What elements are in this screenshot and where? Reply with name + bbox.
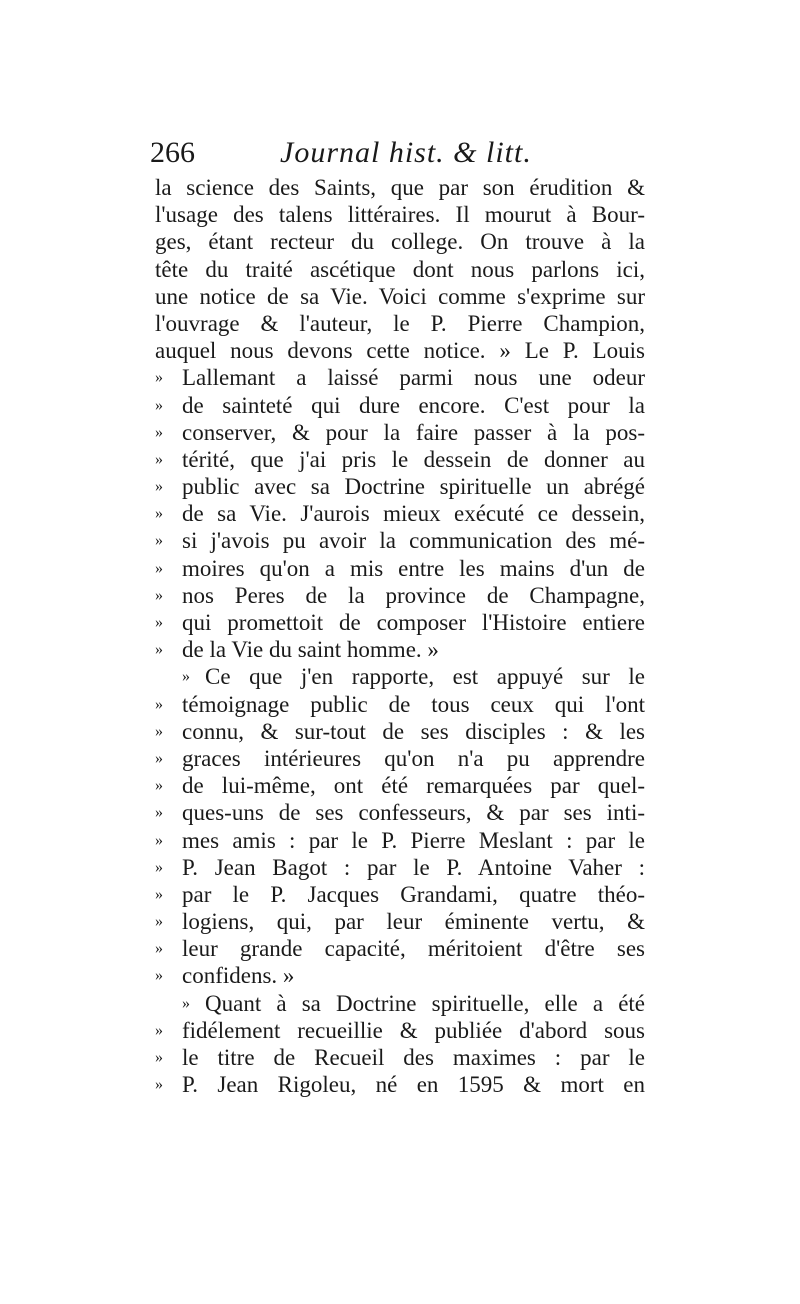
quote-mark: » bbox=[155, 858, 163, 876]
line-text: de lui-même, ont été remarquées par quel- bbox=[182, 773, 645, 799]
text-line bbox=[155, 283, 645, 310]
line-text: graces intérieures qu'on n'a pu apprendre bbox=[182, 745, 645, 771]
quote-mark: » bbox=[155, 695, 163, 713]
line-text: conserver, & pour la faire passer à la pos- bbox=[182, 419, 645, 445]
quote-mark: » bbox=[155, 967, 163, 985]
line-text: Lallemant a laissé parmi nous une odeur bbox=[182, 365, 645, 391]
line-text: mes amis : par le P. Pierre Meslant : par le bbox=[182, 827, 645, 853]
running-title: Journal hist. & litt. bbox=[280, 136, 532, 169]
quote-mark: » bbox=[155, 396, 163, 414]
text-line bbox=[155, 799, 645, 826]
text-line bbox=[155, 310, 645, 337]
text-line bbox=[155, 772, 645, 799]
text-line bbox=[155, 364, 645, 391]
quote-mark: » bbox=[155, 559, 163, 577]
line-text: ges, étant recteur du college. On trouve à la bbox=[155, 229, 645, 255]
quote-mark: » bbox=[155, 831, 163, 849]
quote-mark: » bbox=[155, 423, 163, 441]
text-line bbox=[155, 419, 645, 446]
line-text: public avec sa Doctrine spirituelle un abrégé bbox=[182, 474, 645, 500]
line-text: connu, & sur-tout de ses disciples : & les bbox=[182, 718, 645, 744]
line-text: leur grande capacité, méritoient d'être ses bbox=[182, 936, 645, 962]
line-text: de la Vie du saint homme. » bbox=[182, 637, 439, 663]
quote-mark: » bbox=[155, 450, 163, 468]
quote-mark: » bbox=[182, 994, 190, 1012]
line-text: témoignage public de tous ceux qui l'ont bbox=[182, 691, 645, 717]
quote-mark: » bbox=[155, 940, 163, 958]
line-text: une notice de sa Vie. Voici comme s'exprime sur bbox=[155, 283, 645, 309]
line-text: de sainteté qui dure encore. C'est pour la bbox=[182, 392, 645, 418]
quote-mark: » bbox=[155, 722, 163, 740]
line-text: de sa Vie. J'aurois mieux exécuté ce dessein, bbox=[182, 501, 645, 527]
text-line bbox=[155, 1044, 645, 1071]
text-line bbox=[155, 1071, 645, 1098]
text-line bbox=[155, 228, 645, 255]
running-header bbox=[150, 136, 630, 176]
text-line bbox=[155, 1017, 645, 1044]
text-line bbox=[155, 962, 645, 989]
quote-mark: » bbox=[155, 749, 163, 767]
quote-mark: » bbox=[155, 586, 163, 604]
text-line bbox=[155, 446, 645, 473]
quote-mark: » bbox=[155, 804, 163, 822]
quote-mark: » bbox=[155, 532, 163, 550]
quote-mark: » bbox=[155, 1076, 163, 1094]
line-text: tête du traité ascétique dont nous parlons ici, bbox=[155, 256, 645, 282]
line-text: térité, que j'ai pris le dessein de donner au bbox=[182, 446, 645, 472]
line-text: nos Peres de la province de Champagne, bbox=[182, 582, 645, 608]
line-text: moires qu'on a mis entre les mains d'un de bbox=[182, 555, 645, 581]
line-text: ques-uns de ses confesseurs, & par ses inti- bbox=[182, 800, 645, 826]
quote-mark: » bbox=[155, 1021, 163, 1039]
line-text: fidélement recueillie & publiée d'abord sous bbox=[182, 1017, 645, 1043]
text-line bbox=[155, 337, 645, 364]
line-text: logiens, qui, par leur éminente vertu, & bbox=[182, 909, 645, 935]
body-text bbox=[155, 174, 645, 1098]
line-text: P. Jean Bagot : par le P. Antoine Vaher : bbox=[182, 854, 645, 880]
text-line bbox=[155, 663, 645, 690]
line-text: si j'avois pu avoir la communication des mé- bbox=[182, 528, 645, 554]
line-text: l'ouvrage & l'auteur, le P. Pierre Champion, bbox=[155, 310, 645, 336]
text-line bbox=[155, 256, 645, 283]
line-text: le titre de Recueil des maximes : par le bbox=[182, 1045, 645, 1070]
text-line bbox=[155, 473, 645, 500]
text-line bbox=[155, 718, 645, 745]
text-line bbox=[155, 745, 645, 772]
text-line bbox=[155, 854, 645, 881]
quote-mark: » bbox=[155, 505, 163, 523]
text-line bbox=[155, 201, 645, 228]
text-line bbox=[155, 500, 645, 527]
line-text: auquel nous devons cette notice. » Le P. Louis bbox=[155, 338, 645, 364]
text-line bbox=[155, 881, 645, 908]
quote-mark: » bbox=[155, 641, 163, 659]
text-line bbox=[155, 174, 645, 201]
line-text: P. Jean Rigoleu, né en 1595 & mort en bbox=[182, 1072, 645, 1098]
line-text: l'usage des talens littéraires. Il mourut à Bour- bbox=[155, 202, 645, 228]
quote-mark: » bbox=[155, 478, 163, 496]
quote-mark: » bbox=[155, 913, 163, 931]
line-text: Quant à sa Doctrine spirituelle, elle a été bbox=[205, 990, 645, 1016]
text-line bbox=[155, 827, 645, 854]
quote-mark: » bbox=[155, 1049, 163, 1066]
text-line bbox=[155, 636, 645, 663]
page-number: 266 bbox=[150, 136, 195, 169]
text-line bbox=[155, 935, 645, 962]
quote-mark: » bbox=[155, 885, 163, 903]
line-text: la science des Saints, que par son érudition & bbox=[155, 175, 645, 200]
line-text: confidens. » bbox=[182, 963, 295, 989]
text-line bbox=[155, 555, 645, 582]
text-line bbox=[155, 691, 645, 718]
line-text: Ce que j'en rapporte, est appuyé sur le bbox=[205, 664, 645, 690]
text-line bbox=[155, 609, 645, 636]
quote-mark: » bbox=[155, 369, 163, 387]
text-line bbox=[155, 582, 645, 609]
text-line bbox=[155, 990, 645, 1017]
quote-mark: » bbox=[155, 777, 163, 795]
line-text: qui promettoit de composer l'Histoire entiere bbox=[182, 610, 645, 635]
text-line bbox=[155, 908, 645, 935]
quote-mark: » bbox=[155, 614, 163, 631]
quote-mark: » bbox=[182, 668, 190, 686]
text-line bbox=[155, 527, 645, 554]
line-text: par le P. Jacques Grandami, quatre théo- bbox=[182, 881, 645, 907]
text-line bbox=[155, 392, 645, 419]
